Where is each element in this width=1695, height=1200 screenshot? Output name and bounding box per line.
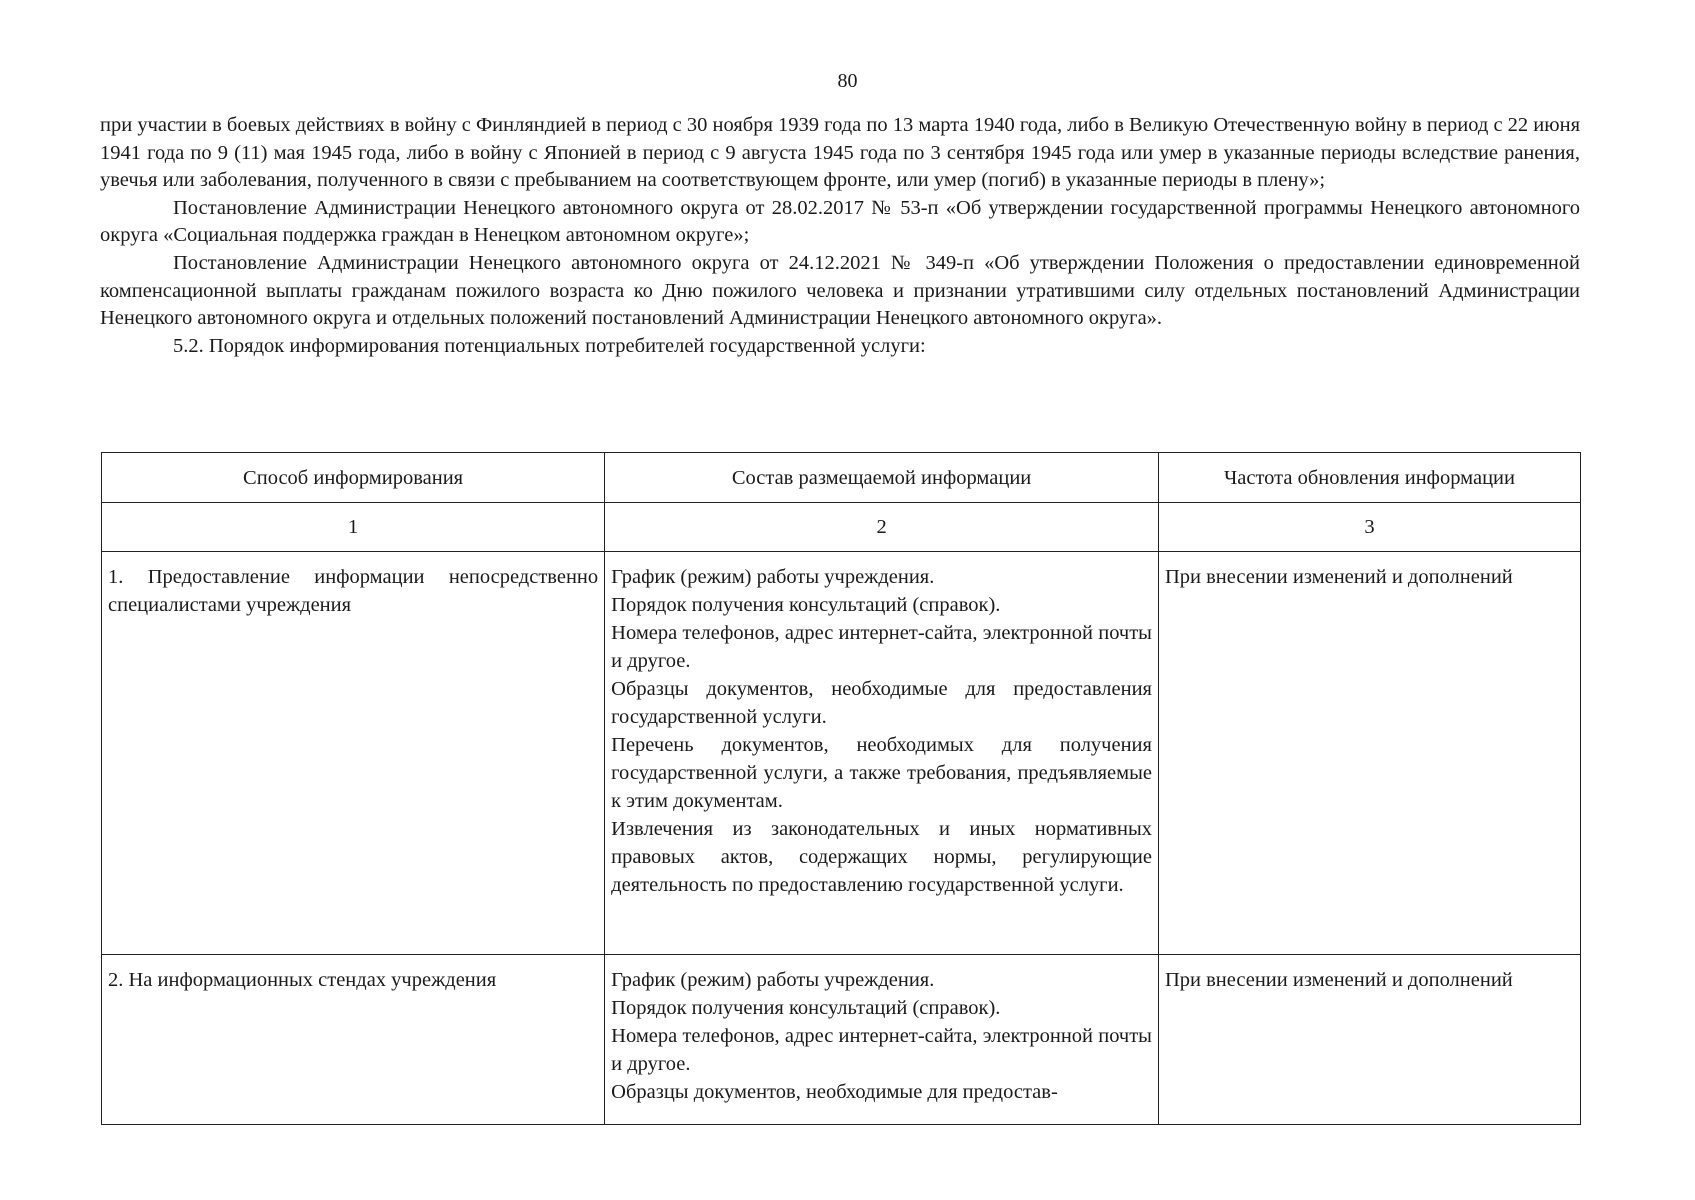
row-method: 1. Предоставление информации непосредственно специалистами учреждения [102,552,605,955]
row-frequency: При внесении изменений и дополнений [1158,552,1580,955]
content-line: Образцы документов, необходимые для предостав- [611,1081,1058,1103]
page-number: 80 [837,70,858,92]
content-line: Образцы документов, необходимые для предоставления государственной услуги. [611,678,1152,728]
section-heading-5-2: 5.2. Порядок информирования потенциальных потребителей государственной услуги: [173,334,926,357]
table-header-row [102,453,1581,503]
row-method: 2. На информационных стендах учреждения [102,955,605,1125]
column-number-3: 3 [1158,503,1580,552]
column-number-1: 1 [102,503,605,552]
column-number-2: 2 [605,503,1159,552]
informing-methods-table [101,452,1581,1125]
content-line: Перечень документов, необходимых для получения государственной услуги, а также требования, предъявляемые к этим документам. [611,734,1152,812]
paragraph-resolution-53p: Постановление Администрации Ненецкого автономного округа от 28.02.2017 № 53-п «Об утверждении государственной программы Ненецкого автономного округа «Социальная поддержка граждан в Ненецком автономном округе»; [100,196,1580,247]
header-frequency: Частота обновления информации [1158,453,1580,503]
header-method: Способ информирования [102,453,605,503]
content-line: Порядок получения консультаций (справок). [611,594,1001,616]
paragraph-war-participation: при участии в боевых действиях в войну с Финляндией в период с 30 ноября 1939 года по 13 марта 1940 года, либо в Великую Отечественную войну в период с 22 июня 1941 года по 9 (11) мая 1945 года, либо в войну с Японией в период с 9 августа 1945 года по 3 сентября 1945 года или умер в указанные периоды вследствие ранения, увечья или заболевания, полученного в связи с пребыванием на соответствующем фронте, или умер (погиб) в указанные периоды в плену»; [100,114,1580,192]
table-row [102,955,1581,1125]
content-line: График (режим) работы учреждения. [611,969,935,991]
content-line: Порядок получения консультаций (справок). [611,997,1001,1019]
column-number-row [102,503,1581,552]
content-line: Номера телефонов, адрес интернет-сайта, электронной почты и другое. [611,622,1152,672]
header-content: Состав размещаемой информации [605,453,1159,503]
content-line: График (режим) работы учреждения. [611,566,935,588]
paragraph-resolution-349p: Постановление Администрации Ненецкого автономного округа от 24.12.2021 № 349-п «Об утверждении Положения о предоставлении единовременной компенсационной выплаты гражданам пожилого возраста ко Дню пожилого человека и признании утратившими силу отдельных постановлений Администрации Ненецкого автономного округа и отдельных положений постановлений Администрации Ненецкого автономного округа». [100,251,1580,330]
content-line: Номера телефонов, адрес интернет-сайта, электронной почты и другое. [611,1025,1152,1075]
row-content [605,955,1159,1125]
row-content [605,552,1159,955]
row-frequency: При внесении изменений и дополнений [1158,955,1580,1125]
content-line: Извлечения из законодательных и иных нормативных правовых актов, содержащих нормы, регулирующие деятельность по предоставлению государственной услуги. [611,818,1152,896]
body-text [100,112,1580,360]
table-row [102,552,1581,955]
